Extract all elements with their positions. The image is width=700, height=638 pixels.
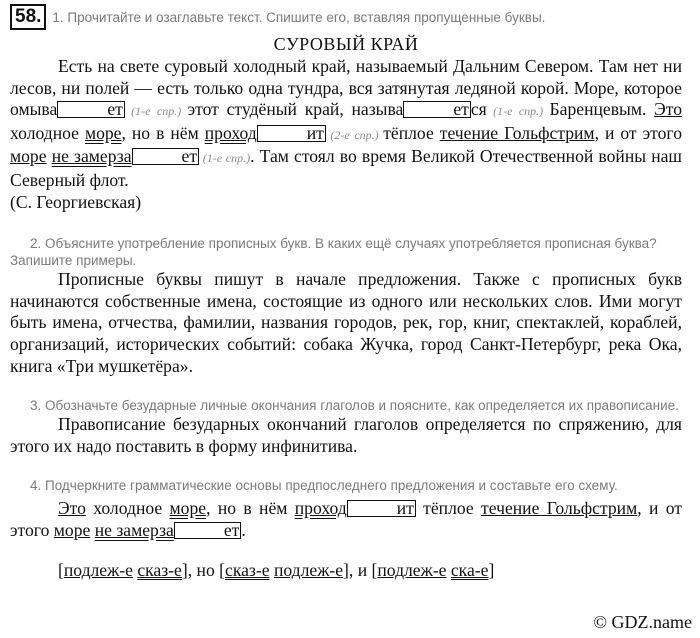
task4-instruction: 4. Подчеркните грамматические основы предпоследнего предложения и составьте его схему. [30,478,618,494]
conjugation-note: (1-е спр.) [124,104,188,119]
sentence-scheme [10,560,682,581]
ending-box: ет [57,101,125,118]
text-fragment: этот студёный край, называ [187,99,404,120]
task1-instruction: 1. Прочитайте и озаглавьте текст. Спишите его, вставляя пропущенные буквы. [52,10,546,25]
text-fragment: тёплое [383,122,440,143]
task4-sentence [10,498,682,541]
scheme-predicate: сказ-е [225,559,270,580]
subject-underline: море [53,519,91,540]
text-fragment: . Там стоял во время Великой Отечественной войны наш Северный флот. [10,146,682,190]
text-fragment: , и от этого [10,498,682,540]
ending-box: ет [174,522,242,539]
predicate-underline: не замерза [51,146,132,167]
bracket: ] [488,559,495,580]
text-fragment: тёплое [415,498,482,519]
text-title: СУРОВЫЙ КРАЙ [273,34,419,54]
text-fragment: , но в нём [206,498,295,519]
text-fragment: . [241,519,246,540]
subject-underline: Это [654,99,683,120]
predicate-underline: не замерза [94,519,174,540]
bracket: [ [371,559,378,580]
ending-box: ет [403,101,471,118]
subject-underline: море [10,146,47,167]
scheme-subject: подлеж-е [377,559,447,580]
predicate-underline: море [169,498,207,519]
scheme-predicate: ска-е [450,559,489,580]
text-fragment: холодное [85,498,170,519]
text-author: (С. Георгиевская) [10,191,142,212]
task1-header [10,4,682,30]
task3-instruction: 3. Обозначьте безударные личные окончания глаголов и поясните, как определяется их правописание. [30,398,679,414]
scheme-subject: подлеж-е [273,559,344,580]
subject-underline: течение Гольфстрим [481,498,638,519]
text-fragment: Есть на свете суровый холодный край, называемый Дальним Севером. Там нет ни лесов, ни полей — есть только одна тундра, вся затянутая ледяной корой. Море, которое омыва [10,56,682,120]
predicate-underline: проход [204,122,257,143]
subject-underline: Это [58,498,86,519]
text-fragment: , но в нём [121,122,205,143]
subject-underline: течение Гольфстрим [439,122,595,143]
exercise-page [10,4,682,581]
scheme-subject: подлеж-е [63,559,133,580]
bracket: [ [58,559,64,580]
text-fragment: холодное [10,122,85,143]
conjunction: , и [348,559,372,580]
predicate-underline: проход [294,498,347,519]
ending-box: ит [257,125,326,142]
bracket: ] [181,559,188,580]
scheme-predicate: сказ-е [137,559,182,580]
task1-text [10,56,682,192]
ending-box: ет [132,148,200,165]
exercise-number: 58. [10,4,46,30]
task2-instruction: 2. Объясните употребление прописных букв. В каких ещё случаях употребляется прописная буква? Запишите примеры. [10,236,657,269]
bracket: [ [219,559,226,580]
text-fragment: ся [470,99,487,120]
task3-answer: Правописание безударных окончаний глаголов определяется по спряжению, для этого их надо поставить в форму инфинитива. [10,414,682,456]
predicate-underline: море [84,122,122,143]
task2-answer: Прописные буквы пишут в начале предложения. Также с прописных букв начинаются собственные имена, состоящие из одного или нескольких слов. Ими могут быть имена, отчества, фамилии, названия городов, рек, гор, книг, спектаклей, кораблей, организаций, исторических событий: собака Жучка, город Санкт-Петербург, река Ока, книга «Три мушкетёра». [10,269,682,376]
bracket: ] [343,559,349,580]
text-fragment: , и от этого [594,122,682,143]
ending-box: ит [347,500,416,517]
text-fragment: Баренцевым. [549,99,655,120]
conjugation-note: (1-е спр.) [486,104,550,119]
conjugation-note: (2-е спр.) [325,127,384,142]
watermark: © GDZ.name [593,612,692,632]
conjunction: , но [187,559,220,580]
conjugation-note: (1-е спр.) [199,151,251,166]
